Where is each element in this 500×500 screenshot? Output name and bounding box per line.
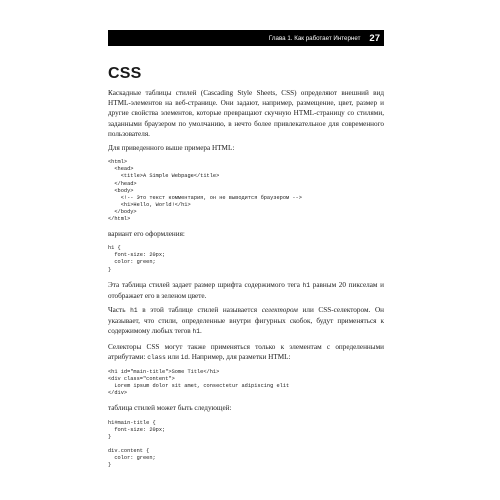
code-line: </div> — [108, 390, 128, 397]
inline-code: class — [147, 353, 166, 361]
code-line: </head> — [108, 180, 137, 187]
inline-code: h1 — [302, 281, 311, 289]
code-block-selectors — [108, 420, 384, 470]
book-page — [108, 30, 384, 475]
text-run: в этой таблице стилей называется — [137, 306, 262, 315]
text-run: . Например, для разметки HTML: — [188, 352, 291, 361]
code-line: } — [108, 462, 112, 469]
code-line: <head> — [108, 166, 134, 173]
code-line: h1#main-title { — [108, 419, 156, 426]
text-run: Селекторы CSS могут также применяться только к элементам с определенными атрибутами: — [108, 342, 384, 361]
code-block-html — [108, 159, 384, 223]
inline-code: id — [180, 353, 189, 361]
code-line: <!-- Это текст комментария, он не выводится браузером --> — [108, 194, 302, 201]
text-run: равным 20 пикселам и отображает его в зеленом цвете. — [108, 280, 384, 300]
text-run: . — [199, 327, 202, 336]
stylesheet-explanation-paragraph — [108, 280, 384, 301]
code-line: color: green; — [108, 259, 156, 266]
code-line: } — [108, 433, 112, 440]
text-run: или — [165, 352, 181, 361]
emphasized-term: селектором — [261, 306, 298, 315]
inline-code: h1 — [192, 328, 200, 336]
code-line: <html> — [108, 159, 128, 166]
selector-paragraph — [108, 305, 384, 338]
code-line: font-size: 20px; — [108, 252, 166, 259]
code-line — [108, 441, 384, 448]
code-line: color: green; — [108, 455, 156, 462]
code-line: font-size: 20px; — [108, 426, 166, 433]
text-run: Эта таблица стилей задает размер шрифта содержимого тега — [108, 280, 303, 289]
chapter-title: Глава 1. Как работает Интернет — [268, 34, 361, 42]
code-line: <title>A Simple Webpage</title> — [108, 173, 220, 180]
running-header — [108, 30, 384, 46]
inline-code: h1 — [130, 307, 138, 315]
code-block-css — [108, 245, 384, 273]
code-line: Lorem ipsum dolor sit amet, consectetur adipiscing elit — [108, 383, 290, 390]
code-line: <h1>Hello, World!</h1> — [108, 201, 191, 208]
code-line: </body> — [108, 208, 137, 215]
code-line: <div class="content"> — [108, 376, 175, 383]
code-line: <h1 id="main-title">Some Title</h1> — [108, 369, 220, 376]
styling-intro-paragraph: вариант его оформления: — [108, 230, 185, 239]
code-line: } — [108, 266, 112, 273]
stylesheet-intro-paragraph: таблица стилей может быть следующей: — [108, 404, 232, 413]
intro-paragraph: Каскадные таблицы стилей (Cascading Style Sheets, CSS) определяют внешний вид HTML-элементов на веб-странице. Они задают, например, размещение, цвет, размер и другие свойства элементов, которые превращают скучную HTML-страницу со стилями, заданными браузером по умолчанию, в нечто более привлекательное для современного пользователя. — [108, 89, 384, 138]
text-run: Часть — [108, 306, 131, 315]
code-line: </html> — [108, 215, 131, 222]
page-number: 27 — [369, 32, 380, 44]
attribute-selector-paragraph — [108, 342, 384, 363]
section-heading: CSS — [108, 65, 142, 82]
example-intro-paragraph: Для приведенного выше примера HTML: — [108, 144, 235, 153]
code-line: div.content { — [108, 448, 150, 455]
text-run: или CSS-селектором. Он указывает, что стили, определенные внутри фигурных скобок, будут применяться к содержимому любых тегов — [108, 306, 384, 336]
code-line: <body> — [108, 187, 134, 194]
code-line: h1 { — [108, 245, 121, 252]
code-block-markup — [108, 369, 384, 397]
